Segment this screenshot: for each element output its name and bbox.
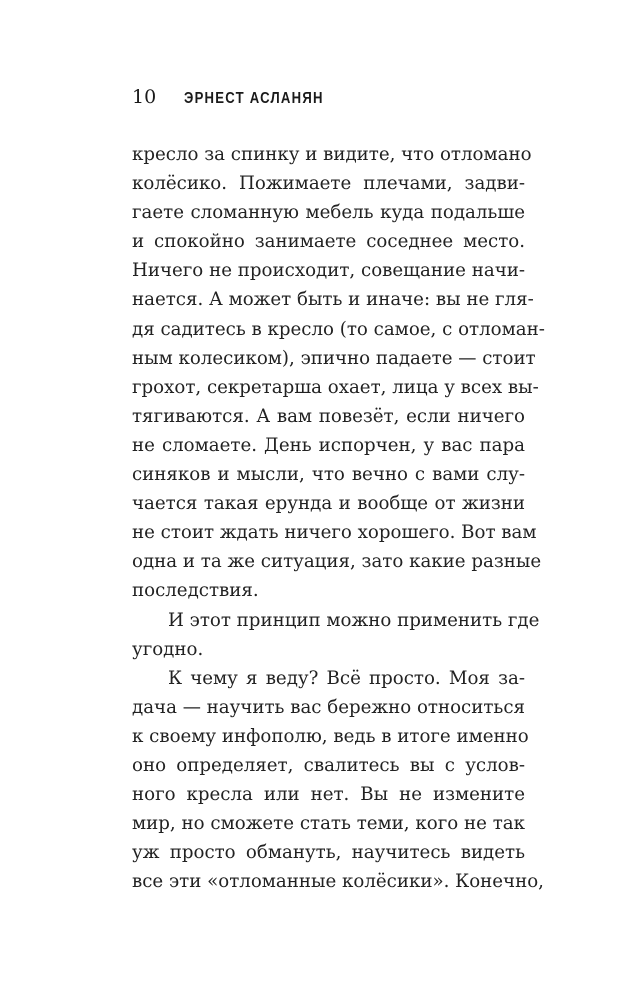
author-name: ЭРНЕСТ АСЛАНЯН <box>184 90 324 107</box>
text-line: не сломаете. День испорчен, у вас пара <box>132 434 525 456</box>
text-line: грохот, секретарша охает, лица у всех вы- <box>132 376 539 398</box>
text-line: колёсико. Пожимаете плечами, задви- <box>132 173 525 195</box>
body-text <box>132 140 545 896</box>
text-line: Ничего не происходит, совещание начи- <box>132 260 525 282</box>
text-line: чается такая ерунда и вообще от жизни <box>132 493 525 515</box>
text-line: оно определяет, свалитесь вы с услов- <box>132 754 525 776</box>
text-line: И этот принцип можно применить где <box>168 609 540 631</box>
text-line: не стоит ждать ничего хорошего. Вот вам <box>132 522 537 544</box>
paragraph-2 <box>132 606 540 664</box>
page-number: 10 <box>132 86 157 108</box>
paragraph-3 <box>132 664 544 897</box>
text-line: тягиваются. А вам повезёт, если ничего <box>132 405 525 427</box>
text-line: ным колесиком), эпично падаете — стоит <box>132 347 536 369</box>
text-line: дача — научить вас бережно относиться <box>132 696 525 718</box>
text-line: последствия. <box>132 580 259 602</box>
text-line: К чему я веду? Всё просто. Моя за- <box>168 667 525 689</box>
text-line: синяков и мысли, что вечно с вами слу- <box>132 464 525 486</box>
text-line: кресло за спинку и видите, что отломано <box>132 144 532 165</box>
text-line: все эти «отломанные колёсики». Конечно, <box>132 871 544 893</box>
text-line: к своему инфополю, ведь в итоге именно <box>132 725 529 747</box>
text-line: дя садитесь в кресло (то самое, с отломан- <box>132 318 545 340</box>
text-line: одна и та же ситуация, зато какие разные <box>132 551 542 573</box>
text-line: мир, но сможете стать теми, кого не так <box>132 813 525 835</box>
text-line: ного кресла или нет. Вы не измените <box>132 784 525 806</box>
paragraph-1 <box>132 140 545 606</box>
text-line: уж просто обмануть, научитесь видеть <box>132 842 525 864</box>
text-line: угодно. <box>132 638 204 660</box>
text-line: нается. А может быть и иначе: вы не гля- <box>132 289 534 311</box>
running-head <box>132 86 354 114</box>
text-line: и спокойно занимаете соседнее место. <box>132 231 525 253</box>
text-line: гаете сломанную мебель куда подальше <box>132 202 525 224</box>
